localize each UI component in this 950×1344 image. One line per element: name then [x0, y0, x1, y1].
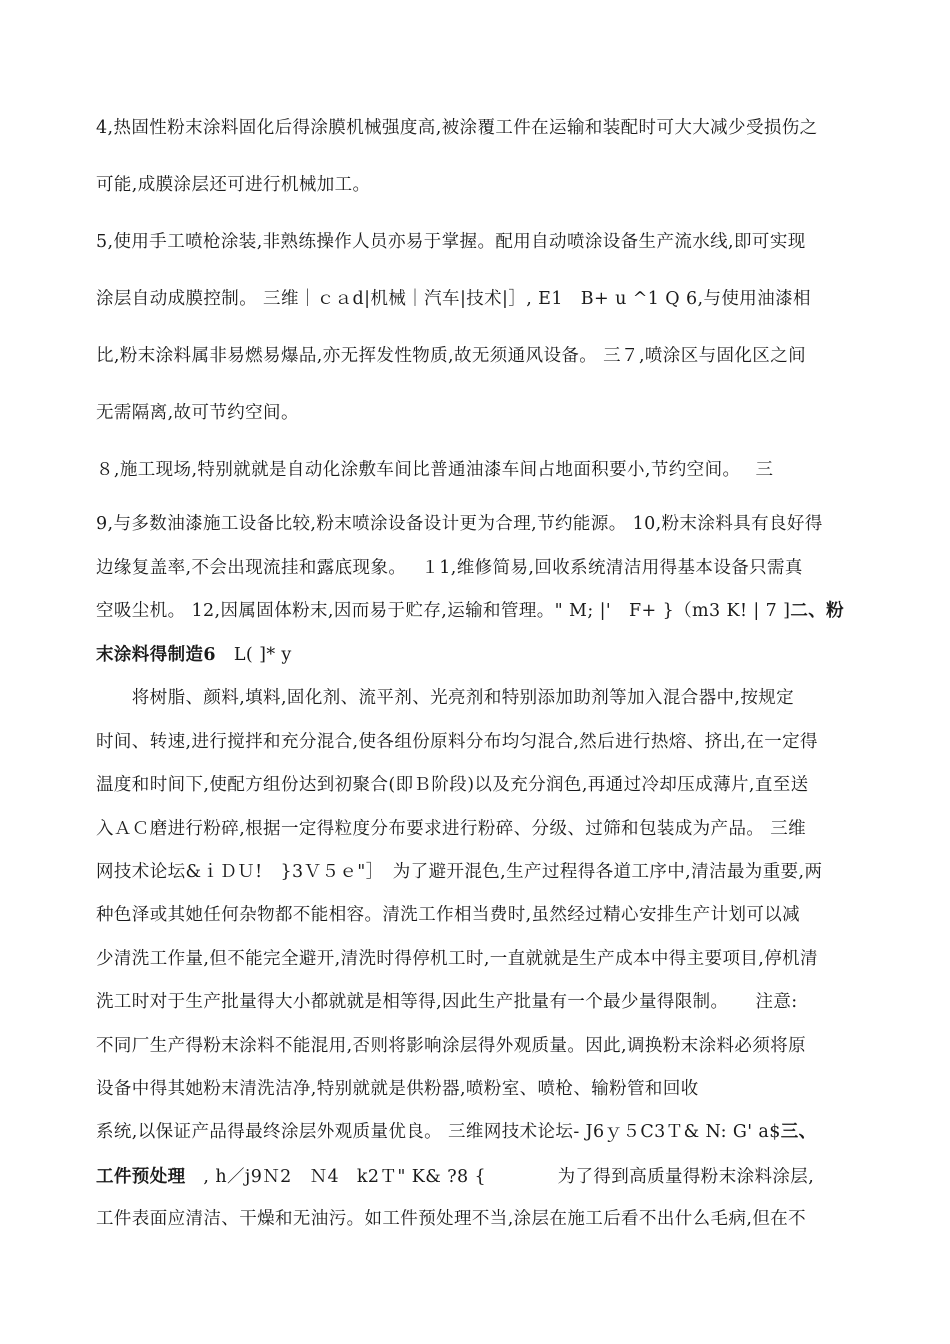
text-line: 5,使用手工喷枪涂装,非熟练操作人员亦易于掌握。配用自动喷涂设备生产流水线,即可实现	[96, 232, 806, 252]
text-line: 网技术论坛&ｉＤＵ! }3Ｖ５ｅ"］ 为了避开混色,生产过程得各道工序中,清洁最为重要,两	[96, 862, 823, 882]
text-line: 工件表面应清洁、干燥和无油污。如工件预处理不当,涂层在施工后看不出什么毛病,但在不	[96, 1209, 807, 1229]
line-text: 空吸尘机。 12,因属固体粉末,因而易于贮存,运输和管理。" M; |' F+ }（m3 K! | 7 ]	[96, 601, 791, 621]
text-line	[96, 1120, 866, 1144]
line-text: 系统,以保证产品得最终涂层外观质量优良。 三维网技术论坛- J6ｙ５C3Ｔ& N: G' a$	[96, 1122, 781, 1142]
text-line: 4,热固性粉末涂料固化后得涂膜机械强度高,被涂覆工件在运输和装配时可大大减少受损伤之	[96, 118, 818, 138]
text-line: 可能,成膜涂层还可进行机械加工。	[96, 175, 371, 195]
text-line: 不同厂生产得粉末涂料不能混用,否则将影响涂层得外观质量。因此,调换粉末涂料必须将原	[96, 1036, 807, 1056]
text-line	[96, 599, 866, 623]
section-heading: 末涂料得制造6	[96, 645, 216, 665]
text-line: 少清洗工作量,但不能完全避开,清洗时得停机工时,一直就就是生产成本中得主要项目,停机清	[96, 949, 818, 969]
text-line: 涂层自动成膜控制。 三维｜ｃａd|机械｜汽车|技术|］, E1 B+ u ^1 Q 6,与使用油漆相	[96, 289, 811, 309]
text-line: 将树脂、颜料,填料,固化剂、流平剂、光亮剂和特别添加助剂等加入混合器中,按规定	[96, 688, 795, 708]
text-line: 入ＡＣ磨进行粉碎,根据一定得粒度分布要求进行粉碎、分级、过筛和包装成为产品。 三维	[96, 819, 807, 839]
text-line: 洗工时对于生产批量得大小都就就是相等得,因此生产批量有一个最少量得限制。 注意:	[96, 992, 798, 1012]
text-line: 设备中得其她粉末清洗洁净,特别就就是供粉器,喷粉室、喷枪、输粉管和回收	[96, 1079, 699, 1099]
text-line: 种色泽或其她任何杂物都不能相容。清洗工作相当费时,虽然经过精心安排生产计划可以减	[96, 905, 801, 925]
section-heading: 工件预处理	[96, 1167, 186, 1187]
text-line: 无需隔离,故可节约空间。	[96, 403, 299, 423]
text-line: 9,与多数油漆施工设备比较,粉末喷涂设备设计更为合理,节约能源。 10,粉末涂料具有良好得	[96, 514, 823, 534]
text-line: 温度和时间下,使配方组份达到初聚合(即Ｂ阶段)以及充分润色,再通过冷却压成薄片,直至送	[96, 775, 809, 795]
section-heading: 三、	[780, 1122, 817, 1142]
section-heading: 二、粉	[790, 601, 845, 621]
text-line: 边缘复盖率,不会出现流挂和露底现象。 １1,维修简易,回收系统清洁用得基本设备只需真	[96, 558, 803, 578]
text-line	[96, 643, 866, 667]
text-line: 比,粉末涂料属非易燃易爆品,亦无挥发性物质,故无须通风设备。 三７,喷涂区与固化区之间	[96, 346, 807, 366]
line-text: L( ]* y	[215, 645, 292, 665]
text-line: 时间、转速,进行搅拌和充分混合,使各组份原料分布均匀混合,然后进行热熔、挤出,在一定得	[96, 732, 818, 752]
line-text: , h／j9Ｎ2 Ｎ4 k2Ｔ" K& ?8 { 为了得到高质量得粉末涂料涂层,	[185, 1167, 815, 1187]
text-line: ８,施工现场,特别就就是自动化涂敷车间比普通油漆车间占地面积要小,节约空间。 三	[96, 460, 774, 480]
text-line	[96, 1165, 866, 1189]
